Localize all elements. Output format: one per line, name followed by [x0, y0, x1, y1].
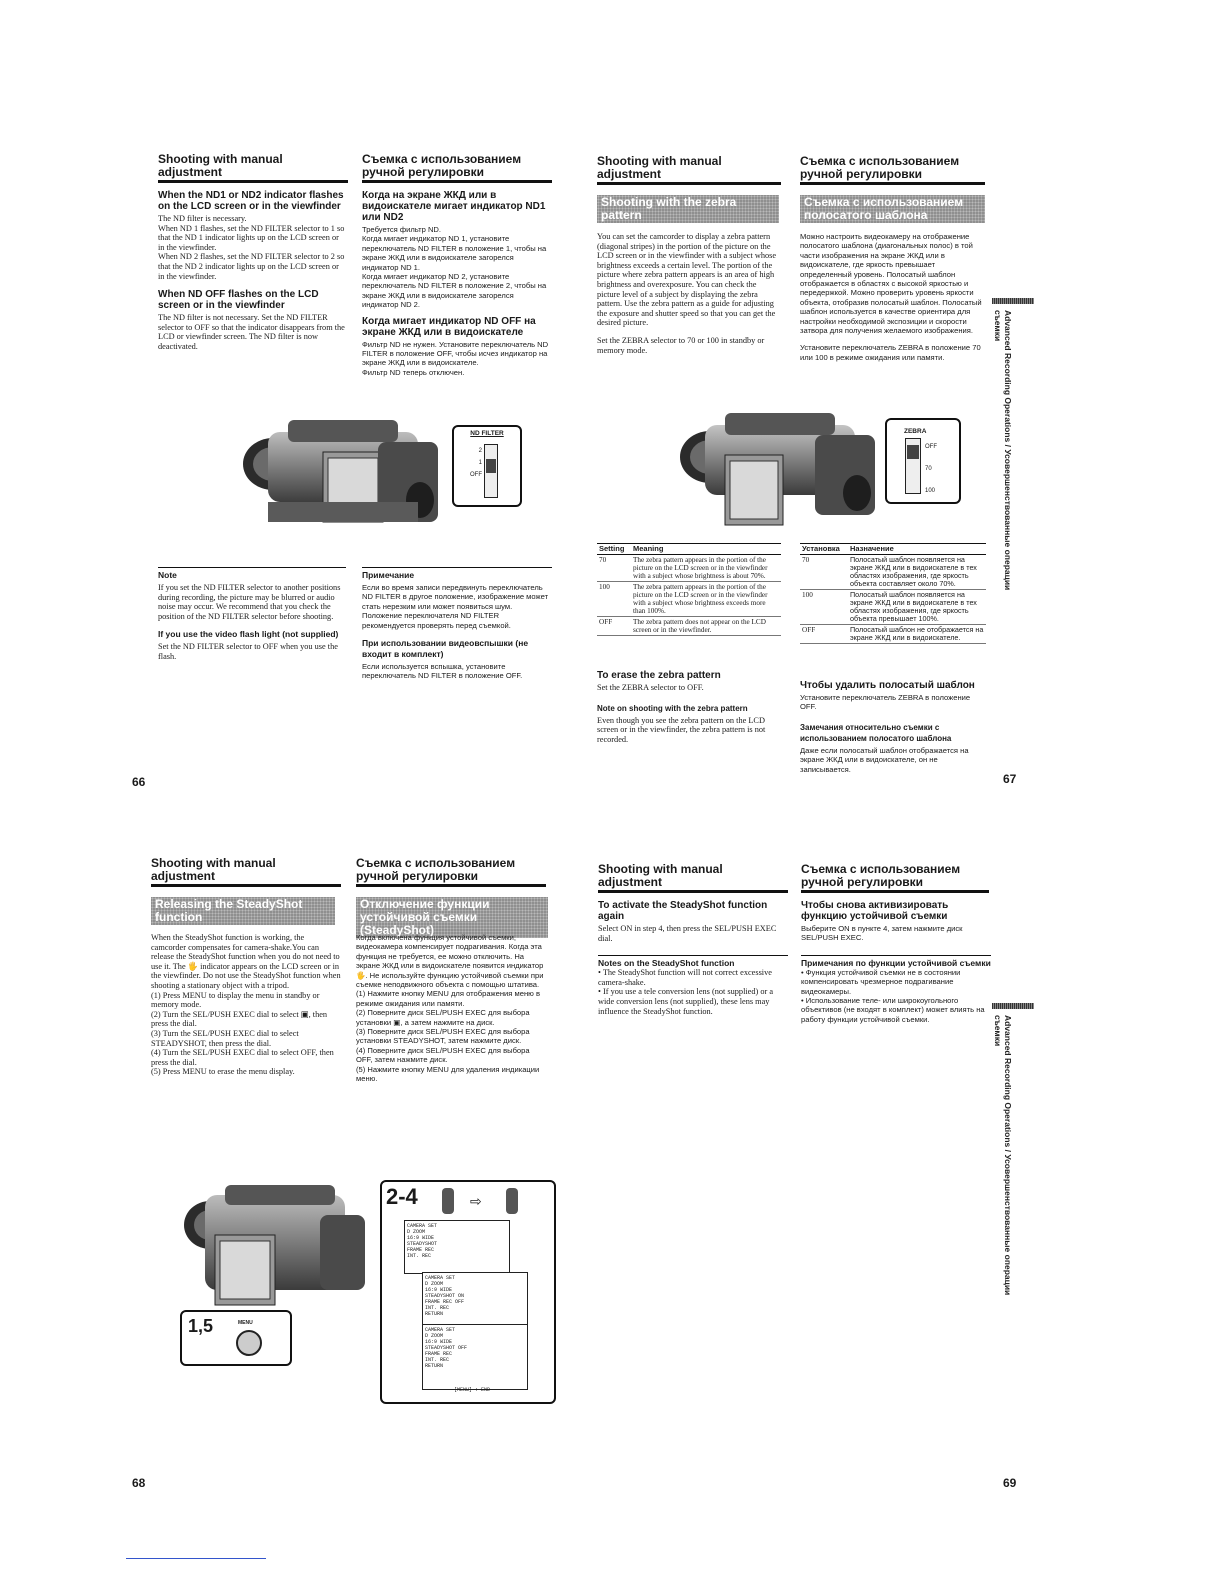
- page67-header-en: Shooting with manual adjustment: [597, 155, 781, 185]
- arrow-right-icon: ⇨: [470, 1194, 482, 1210]
- steadyshot-step-5-ru: (5) Нажмите кнопку MENU для удаления индикации меню.: [356, 1064, 540, 1084]
- zebra-table-en: [597, 543, 781, 636]
- nd-flash-body-ru: Требуется фильтр ND. Когда мигает индикатор ND 1, установите переключатель ND FILTER в положение 1, чтобы на экране ЖКД или в видоискателе загорелся индикатор ND 1. Когда мигает индикатор ND 2, установите переключатель ND FILTER в положение 2, чтобы на экране ЖКД или в видоискателе загорелся индикатор ND 2.: [362, 225, 547, 310]
- nd-off-body-ru: Фильтр ND не нужен. Установите переключатель ND FILTER в положение OFF, чтобы исчез индикатор на экране ЖКД или в видоискателе. Фильтр ND теперь отключен.: [362, 339, 549, 377]
- section-tab-marker-69: [992, 1003, 1034, 1009]
- page66-nd-section-ru: [362, 190, 552, 377]
- steadyshot-step-2-ru: (2) Поверните диск SEL/PUSH EXEC для выбора установки ▣, а затем нажмите на диск.: [356, 1008, 530, 1027]
- page67-header-ru: Съемка с использованием ручной регулировки: [800, 155, 985, 185]
- menu-screen-1: CAMERA SET D ZOOM 16:9 WIDE STEADYSHOT FRAME REC INT. REC: [404, 1220, 510, 1274]
- nd-filter-label: ND FILTER: [470, 430, 504, 437]
- nd-flash-title-ru: Когда на экране ЖКД или в видоискателе мигает индикатор ND1 или ND2: [362, 190, 546, 223]
- steadyshot-notes-title: Notes on the SteadyShot function: [598, 955, 788, 968]
- flash-body-ru: Если используется вспышка, установите переключатель ND FILTER в положение OFF.: [362, 662, 523, 681]
- dial-press-icon[interactable]: [506, 1188, 518, 1214]
- table-cell-meaning: Полосатый шаблон появляется на экране ЖКД или в видоискателе в тех областях изображения, где яркость объекта составляет около 70%.: [848, 555, 986, 590]
- zebra-banner-en: Shooting with the zebra pattern: [597, 195, 779, 223]
- section-side-tab-69: Advanced Recording Operations / Усовершенствованные операции съемки: [993, 1015, 1013, 1296]
- page-number-66: 66: [132, 775, 146, 789]
- steadyshot-activate-en: [598, 900, 788, 1016]
- steadyshot-text-en: [151, 933, 341, 1077]
- page66-note-ru: [362, 570, 552, 681]
- steadyshot-banner-ru: Отключение функции устойчивой съемки (SteadyShot): [356, 897, 548, 938]
- zebra-body: You can set the camcorder to display a zebra pattern (diagonal stripes) in the portion of the picture on the LCD screen or in the viewfinder with a subject whose brightness exceeds a certain level. The portion of the picture where zebra pattern appears is an area of high brightness and overexposure. You can check the picture level of a subject by displaying the zebra pattern. Use the zebra pattern as a guide for adjusting the exposure and shutter speed so that you can get the desired picture.: [597, 232, 777, 328]
- flash-body: Set the ND FILTER selector to OFF when you use the flash.: [158, 642, 338, 661]
- table-row: [800, 625, 986, 644]
- page66-header-ru: Съемка с использованием ручной регулировки: [362, 153, 552, 183]
- steadyshot-text-ru: [356, 933, 546, 1084]
- page-number-68: 68: [132, 1476, 146, 1490]
- zebra-body-ru: Можно настроить видеокамеру на отображение полосатого шаблона (диагональных полос) в той части изображения на экране ЖКД или в видоискателе, где яркость превышает определенный уровень. Полосатый шаблон отображается в областях с высокой яркостью и передержкой. Можно проверить уровень яркости объекта, отобразив полосатый шаблон. Полосатый шаблон используется в качестве ориентира для настройки необходимой экспозиции и скорости затвора для получения желаемого изображения.: [800, 232, 982, 336]
- zebra-banner-ru: Съемка с использованием полосатого шаблона: [800, 195, 985, 223]
- table-cell-setting: OFF: [800, 625, 848, 644]
- table-cell-meaning: Полосатый шаблон появляется на экране ЖКД или в видоискателе в тех областях изображения, где яркость объекта превышает 100%.: [848, 590, 986, 625]
- steadyshot-step-2: (2) Turn the SEL/PUSH EXEC dial to select ▣, then press the dial.: [151, 1009, 328, 1029]
- note-body-ru: Если во время записи передвинуть переключатель ND FILTER в другое положение, изображение может стать нерезким или может появиться шум. Положение переключателя ND FILTER рекомендуется проверять перед съемкой.: [362, 583, 549, 630]
- footer-rule: [126, 1558, 266, 1559]
- steadyshot-notes-title-ru: Примечания по функции устойчивой съемки: [801, 955, 991, 968]
- erase-title-ru: Чтобы удалить полосатый шаблон: [800, 680, 975, 691]
- menu-screen-3: CAMERA SET D ZOOM 16:9 WIDE STEADYSHOT OFF FRAME REC INT. REC RETURN: [422, 1324, 528, 1390]
- erase-title: To erase the zebra pattern: [597, 670, 721, 681]
- zebra-slider: [905, 438, 921, 494]
- table-row: [800, 590, 986, 625]
- nd-pos-1: 1: [478, 460, 482, 466]
- steadyshot-note-2: • If you use a tele conversion lens (not supplied) or a wide conversion lens (not supplied), these lens may influence the SteadyShot function.: [598, 987, 774, 1016]
- activate-title: To activate the SteadyShot function again: [598, 900, 768, 922]
- table-cell-meaning: The zebra pattern appears in the portion of the picture on the LCD screen or in the viewfinder with a subject whose brightness exceeds more than 100%.: [631, 582, 781, 617]
- zebra-note-title: Note on shooting with the zebra pattern: [597, 703, 748, 713]
- zebra-erase-ru: [800, 680, 986, 774]
- steadyshot-body: When the SteadyShot function is working, the camcorder compensates for camera-shake.You can release the SteadyShot function when you do not need to use it. The 🖐 indicator appears on the LCD screen or in the viewfinder. Do not use the SteadyShot function when shooting a stationary object with a tripod.: [151, 933, 341, 990]
- erase-body-ru: Установите переключатель ZEBRA в положение OFF.: [800, 693, 971, 712]
- page69-header-ru: Съемка с использованием ручной регулировки: [801, 863, 989, 893]
- page-number-67: 67: [1003, 772, 1017, 786]
- zebra-pos-off: OFF: [925, 444, 937, 450]
- note-title: Note: [158, 570, 177, 580]
- erase-body: Set the ZEBRA selector to OFF.: [597, 683, 704, 692]
- steadyshot-note-1-ru: • Функция устойчивой съемки не в состоянии компенсировать чрезмерное подрагивание видеокамеры.: [801, 967, 961, 996]
- note-body: If you set the ND FILTER selector to another positions during recording, the picture may be blurred or audio noise may occur. We recommend that you check the position of the ND FILTER selector before shooting.: [158, 583, 341, 621]
- steadyshot-note-1: • The SteadyShot function will not correct excessive camera-shake.: [598, 968, 772, 987]
- page68-header-ru: Съемка с использованием ручной регулировки: [356, 857, 546, 887]
- dial-icon[interactable]: [442, 1188, 454, 1214]
- flash-title-ru: При использовании видеовспышки (не входит в комплект): [362, 638, 529, 660]
- table-row: [597, 582, 781, 617]
- zebra-pos-70: 70: [925, 466, 932, 472]
- activate-body: Select ON in step 4, then press the SEL/PUSH EXEC dial.: [598, 924, 777, 943]
- zebra-set-instruction-ru: Установите переключатель ZEBRA в положение 70 или 100 в режиме ожидания или памяти.: [800, 343, 981, 362]
- zebra-note-title-ru: Замечания относительно съемки с использованием полосатого шаблона: [800, 722, 952, 743]
- steadyshot-step-1-ru: (1) Нажмите кнопку MENU для отображения меню в режиме ожидания или памяти.: [356, 989, 540, 1008]
- table-cell-setting: 70: [800, 555, 848, 590]
- steadyshot-step-4: (4) Turn the SEL/PUSH EXEC dial to select OFF, then press the dial.: [151, 1048, 334, 1067]
- steadyshot-step-1: (1) Press MENU to display the menu in standby or memory mode.: [151, 990, 320, 1010]
- menu-button-icon[interactable]: [236, 1330, 262, 1356]
- step-1-5-callout: [180, 1310, 292, 1366]
- menu-steps-callout: [380, 1180, 556, 1404]
- nd-pos-off: OFF: [470, 472, 482, 478]
- steadyshot-activate-ru: [801, 900, 991, 1024]
- nd-flash-body: The ND filter is necessary. When ND 1 flashes, set the ND FILTER selector to 1 so that the ND 1 indicator lights up on the LCD screen or in the viewfinder. When ND 2 flashes, set the ND FILTER selector to 2 so that the ND 2 indicator lights up on the LCD screen or in the viewfinder.: [158, 214, 345, 281]
- table-header-setting: Setting: [597, 544, 631, 555]
- zebra-erase-en: [597, 670, 781, 744]
- steadyshot-step-3: (3) Turn the SEL/PUSH EXEC dial to select STEADYSHOT, then press the dial.: [151, 1028, 299, 1048]
- nd-filter-switch-callout: [452, 425, 522, 507]
- zebra-note-body-ru: Даже если полосатый шаблон отображается на экране ЖКД или в видоискателе, он не записывается.: [800, 745, 969, 774]
- table-header-meaning: Meaning: [631, 544, 781, 555]
- steadyshot-banner-en: Releasing the SteadyShot function: [151, 897, 335, 925]
- zebra-label: ZEBRA: [904, 428, 927, 435]
- nd-filter-slider: [484, 444, 498, 498]
- steadyshot-step-5: (5) Press MENU to erase the menu display.: [151, 1067, 295, 1077]
- table-cell-meaning: The zebra pattern appears in the portion of the picture on the LCD screen or in the viewfinder with a subject whose brightness is about 70%.: [631, 555, 781, 582]
- note-title-ru: Примечание: [362, 570, 415, 580]
- page66-header-en: Shooting with manual adjustment: [158, 153, 348, 183]
- table-row: [800, 555, 986, 590]
- table-cell-meaning: Полосатый шаблон не отображается на экране ЖКД или в видоискателе.: [848, 625, 986, 644]
- activate-title-ru: Чтобы снова активизировать функцию устойчивой съемки: [801, 900, 949, 922]
- zebra-pos-100: 100: [925, 488, 936, 494]
- section-tab-marker: [992, 298, 1034, 304]
- table-cell-setting: OFF: [597, 617, 631, 636]
- page66-nd-section-en: [158, 190, 346, 352]
- activate-body-ru: Выберите ON в пункте 4, затем нажмите диск SEL/PUSH EXEC.: [801, 924, 963, 943]
- page66-note-en: [158, 570, 346, 662]
- zebra-set-instruction: Set the ZEBRA selector to 70 or 100 in standby or memory mode.: [597, 335, 765, 355]
- steadyshot-step-3-ru: (3) Поверните диск SEL/PUSH EXEC для выбора установки STEADYSHOT, затем нажмите диск.: [356, 1027, 530, 1046]
- zebra-text-en: [597, 232, 781, 355]
- zebra-note-body: Even though you see the zebra pattern on the LCD screen or in the viewfinder, the zebra pattern is not recorded.: [597, 715, 766, 744]
- step-label-2-4: 2-4: [386, 1184, 418, 1209]
- step-label-1-5: 1,5: [188, 1316, 214, 1336]
- page69-header-en: Shooting with manual adjustment: [598, 863, 788, 893]
- steadyshot-step-4-ru: (4) Поверните диск SEL/PUSH EXEC для выбора OFF, затем нажмите диск.: [356, 1045, 530, 1065]
- nd-pos-2: 2: [478, 448, 482, 454]
- steadyshot-body-ru: Когда включена функция устойчивой съемки, видеокамера компенсирует подрагивания. Когда эта функция не требуется, ее можно отключить. На экране ЖКД или в видоискателе появится индикатор 🖐. Не используйте функцию устойчивой съемки при съемке неподвижного объекта с помощью штатива.: [356, 933, 544, 990]
- menu-screen-2: CAMERA SET D ZOOM 16:9 WIDE STEADYSHOT ON FRAME REC OFF INT. REC RETURN: [422, 1272, 528, 1328]
- table-row: [597, 617, 781, 636]
- table-cell-setting: 100: [597, 582, 631, 617]
- menu-end-label: [MENU] : END: [454, 1387, 491, 1393]
- steadyshot-note-2-ru: • Использование теле- или широкоугольного объективов (не входят в комплект) может влиять на работу функции устойчивой съемки.: [801, 996, 985, 1024]
- table-cell-meaning: The zebra pattern does not appear on the LCD screen or in the viewfinder.: [631, 617, 781, 636]
- zebra-table-ru: [800, 543, 986, 644]
- nd-flash-title: When the ND1 or ND2 indicator flashes on the LCD screen or in the viewfinder: [158, 190, 344, 212]
- zebra-switch-callout: [885, 418, 961, 504]
- table-header-setting-ru: Установка: [800, 544, 848, 555]
- page68-header-en: Shooting with manual adjustment: [151, 857, 341, 887]
- zebra-text-ru: [800, 232, 986, 362]
- nd-off-title: When ND OFF flashes on the LCD screen or in the viewfinder: [158, 289, 319, 312]
- table-header-meaning-ru: Назначение: [848, 544, 986, 555]
- menu-button-label: MENU: [238, 1320, 253, 1326]
- page-number-69: 69: [1003, 1476, 1017, 1490]
- table-row: [597, 555, 781, 582]
- nd-off-title-ru: Когда мигает индикатор ND OFF на экране ЖКД или в видоискателе: [362, 315, 536, 338]
- table-cell-setting: 70: [597, 555, 631, 582]
- table-cell-setting: 100: [800, 590, 848, 625]
- nd-off-body: The ND filter is not necessary. Set the ND FILTER selector to OFF so that the indicator disappears from the LCD or viewfinder screen. The ND filter is now deactivated.: [158, 313, 345, 351]
- section-side-tab: Advanced Recording Operations / Усовершенствованные операции съемки: [993, 310, 1013, 591]
- camcorder-illustration-steadyshot: [170, 1180, 380, 1330]
- flash-title: If you use the video flash light (not supplied): [158, 629, 339, 640]
